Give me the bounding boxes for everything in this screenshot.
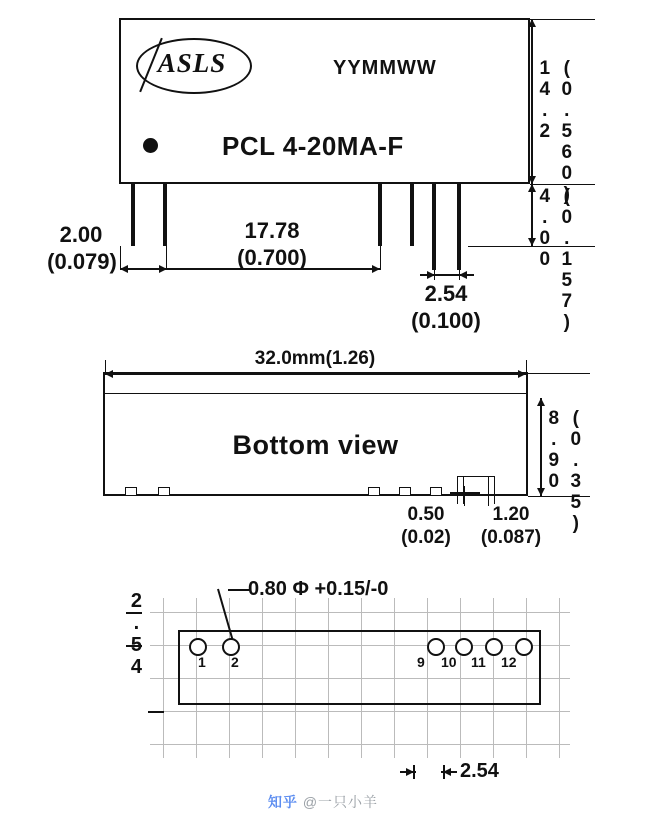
dim-pin-span-mm: 17.78 — [244, 218, 300, 243]
hole-number-10: 10 — [441, 654, 457, 670]
pin-lead — [163, 184, 167, 246]
pad-hole — [515, 638, 533, 656]
solder-pad — [399, 487, 411, 496]
pin-lead — [410, 184, 414, 246]
dim-edge-offset-mm: 2.00 — [59, 222, 103, 247]
hole-number-12: 12 — [501, 654, 517, 670]
hole-callout-label: 0.80 Φ +0.15/-0 — [248, 578, 389, 600]
solder-pad — [125, 487, 137, 496]
dim-arrow — [372, 265, 380, 273]
pin-lead — [432, 184, 436, 270]
solder-pad — [368, 487, 380, 496]
dim-tick — [148, 711, 164, 713]
dim-arrow — [459, 271, 467, 279]
ext-line — [464, 486, 465, 506]
dim-pin-pitch-mm: 2.54 — [424, 281, 468, 306]
dim-pad-thickness-mm: 0.50 — [407, 504, 445, 525]
dim-line-height — [531, 19, 533, 184]
bottom-view-inner-line — [105, 393, 526, 394]
solder-pad — [430, 487, 442, 496]
grid-line — [150, 612, 570, 613]
callout-leader-line — [228, 589, 250, 591]
dim-arrow — [518, 370, 526, 378]
hole-number-9: 9 — [417, 654, 425, 670]
pin-one-marker-dot — [143, 138, 158, 153]
dim-pin-pitch-in: (0.100) — [411, 308, 481, 333]
pin-lead — [131, 184, 135, 246]
watermark-text: @一只小羊 — [302, 794, 379, 810]
dim-footprint-pitch-horizontal: 2.54 — [460, 760, 499, 782]
pin-detail-line — [457, 476, 494, 477]
part-number-text: PCL 4-20MA-F — [222, 131, 404, 161]
dim-arrow — [105, 370, 113, 378]
grid-line — [150, 711, 570, 712]
dim-line-bottom-height — [540, 398, 542, 496]
hole-number-2: 2 — [231, 654, 239, 670]
ext-line — [526, 360, 527, 374]
brand-logo-text: ASLS — [157, 48, 227, 78]
grid-line — [150, 744, 570, 745]
dim-bottom-height-in: (0.35) — [565, 408, 587, 534]
pin-detail-line — [494, 476, 495, 504]
ext-line — [528, 373, 590, 374]
pin-lead — [378, 184, 382, 246]
bottom-view-label: Bottom view — [232, 430, 399, 460]
dim-height-mm: 14.2 — [534, 58, 556, 142]
hole-number-11: 11 — [471, 654, 486, 670]
dim-arrow — [528, 19, 536, 27]
dim-arrow — [528, 176, 536, 184]
solder-pad — [158, 487, 170, 496]
dim-arrow — [427, 271, 435, 279]
pin-detail-line — [457, 476, 458, 504]
hole-number-1: 1 — [198, 654, 206, 670]
ext-line — [530, 19, 595, 20]
dim-arrow — [537, 398, 545, 406]
dim-line-bottom-width — [105, 373, 526, 375]
dim-arrow — [406, 768, 414, 776]
dim-pad-thickness-in: (0.02) — [401, 527, 451, 548]
watermark — [0, 792, 646, 812]
dim-line-pad-thickness — [450, 492, 480, 494]
dim-footprint-pitch-vertical: 2.54 — [125, 590, 148, 678]
dim-line-pin-length — [531, 184, 533, 246]
dim-bottom-height-mm: 8.90 — [543, 408, 565, 492]
dim-pin-width-mm: 1.20 — [492, 504, 530, 525]
dim-pin-width-in: (0.087) — [480, 527, 542, 548]
pin-lead — [457, 184, 461, 270]
watermark-logo: 知乎 — [267, 794, 298, 810]
dim-height-in: (0.560) — [556, 58, 578, 205]
date-code-text: YYMMWW — [333, 57, 437, 79]
ext-line — [380, 246, 381, 270]
ext-line — [488, 486, 489, 506]
dim-pin-length-in: (0.157) — [556, 186, 578, 333]
dim-pin-span-in: (0.700) — [237, 245, 307, 270]
dim-pin-length-mm: 4.00 — [534, 186, 556, 270]
dim-arrow — [443, 768, 451, 776]
dim-bottom-width: 32.0mm(1.26) — [254, 348, 376, 369]
dim-edge-offset-in: (0.079) — [47, 249, 117, 274]
